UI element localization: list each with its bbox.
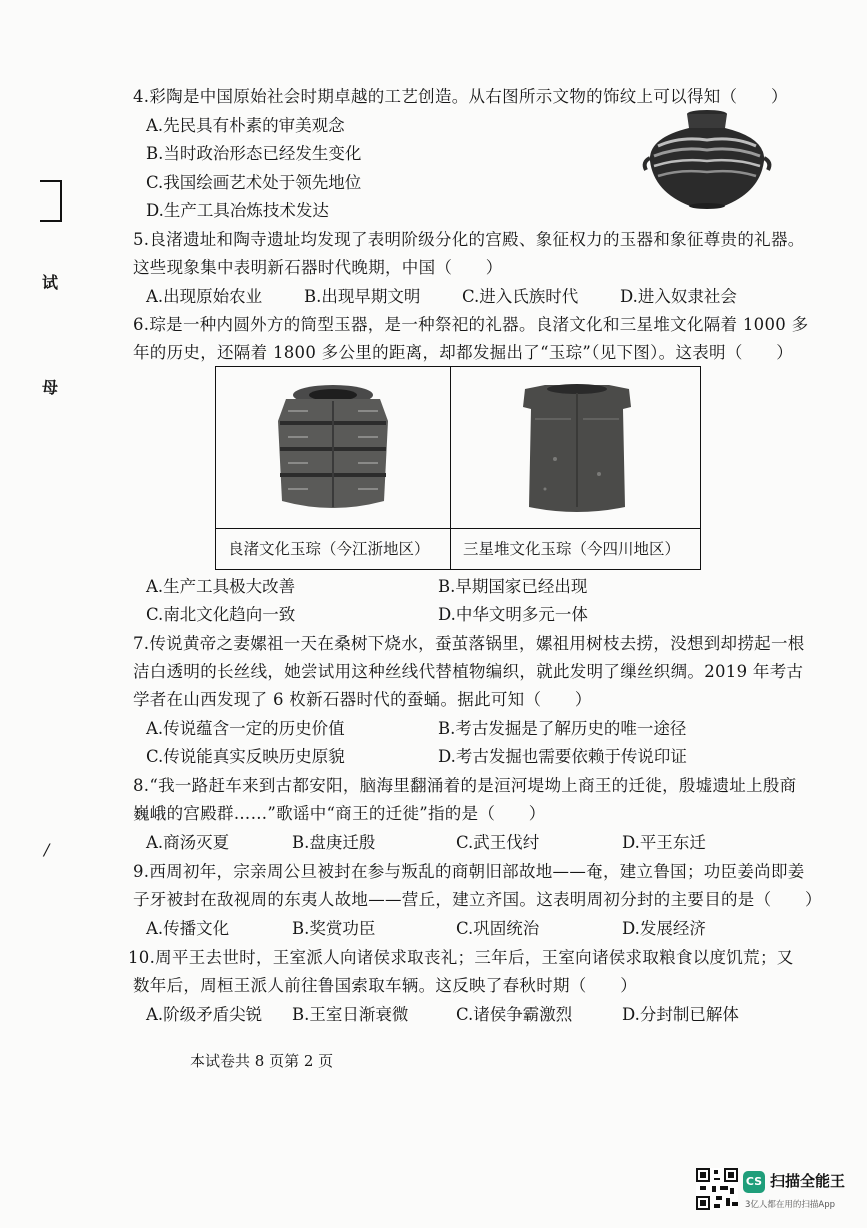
binding-bracket <box>40 180 62 222</box>
side-mark-slash: / <box>44 840 50 859</box>
q9-stem-line1: 9.西周初年，宗亲周公旦被封在参与叛乱的商朝旧部故地——奄，建立鲁国；功臣姜尚即姜 <box>133 862 805 881</box>
q10-option-a: A.阶级矛盾尖锐 <box>146 1005 263 1024</box>
liangzhu-jade-cong-image <box>268 381 398 515</box>
q7-option-c: C.传说能真实反映历史原貌 <box>146 747 345 766</box>
q4-option-a: A.先民具有朴素的审美观念 <box>146 116 345 135</box>
q7-stem-line2: 洁白透明的长丝线，她尝试用这种丝线代替植物编织，就此发明了缫丝织绸。2019 年考古 <box>133 662 804 681</box>
q4-option-b: B.当时政治形态已经发生变化 <box>146 144 362 163</box>
q8-stem-line2: 巍峨的宫殿群……”歌谣中“商王的迁徙”指的是（ ） <box>133 804 546 823</box>
q9-option-c: C.巩固统治 <box>456 919 540 938</box>
q8-option-b: B.盘庚迁殷 <box>292 833 376 852</box>
sanxingdui-jade-cong-image <box>515 379 639 519</box>
q6-option-a: A.生产工具极大改善 <box>146 577 296 596</box>
q6-stem-line1: 6.琮是一种内圆外方的筒型玉器，是一种祭祀的礼器。良渚文化和三星堆文化隔着 1000 多 <box>133 315 809 334</box>
q10-stem-line2: 数年后，周桓王派人前往鲁国索取车辆。这反映了春秋时期（ ） <box>133 976 637 995</box>
q8-option-c: C.武王伐纣 <box>456 833 540 852</box>
liangzhu-cong-caption: 良渚文化玉琮（今江浙地区） <box>216 528 450 569</box>
camscanner-tagline: 3亿人都在用的扫描App <box>745 1200 836 1210</box>
q4-option-c: C.我国绘画艺术处于领先地位 <box>146 173 362 192</box>
q7-option-a: A.传说蕴含一定的历史价值 <box>146 719 345 738</box>
q4-stem: 4.彩陶是中国原始社会时期卓越的工艺创造。从右图所示文物的饰纹上可以得知（ ） <box>133 87 788 106</box>
q5-option-d: D.进入奴隶社会 <box>620 287 737 306</box>
q4-option-d: D.生产工具冶炼技术发达 <box>146 201 329 220</box>
q5-option-c: C.进入氏族时代 <box>462 287 579 306</box>
q9-option-a: A.传播文化 <box>146 919 230 938</box>
q6-stem-line2: 年的历史，还隔着 1800 多公里的距离，却都发掘出了“玉琮”（见下图）。这表明（ ） <box>133 343 794 362</box>
q10-stem-line1: 10.周平王去世时，王室派人向诸侯求取丧礼；三年后，王室向诸侯求取粮食以度饥荒；又 <box>128 948 794 967</box>
q5-option-b: B.出现早期文明 <box>304 287 421 306</box>
q10-option-d: D.分封制已解体 <box>622 1005 739 1024</box>
q6-option-b: B.早期国家已经出现 <box>438 577 588 596</box>
q6-option-c: C.南北文化趋向一致 <box>146 605 296 624</box>
q6-option-d: D.中华文明多元一体 <box>438 605 588 624</box>
q9-option-b: B.奖赏功臣 <box>292 919 376 938</box>
q8-option-a: A.商汤灭夏 <box>146 833 230 852</box>
side-mark-mu: 母 <box>42 378 59 397</box>
page-footer: 本试卷共 8 页第 2 页 <box>190 1052 334 1070</box>
q7-stem-line1: 7.传说黄帝之妻嫘祖一天在桑树下烧水，蚕茧落锅里，嫘祖用树枝去捞，没想到却捞起一根 <box>133 634 805 653</box>
q9-option-d: D.发展经济 <box>622 919 706 938</box>
q9-stem-line2: 子牙被封在敌视周的东夷人故地——营丘，建立齐国。这表明周初分封的主要目的是（ ） <box>133 890 822 909</box>
liangzhu-cong-cell <box>216 367 451 569</box>
q7-option-d: D.考古发掘也需要依赖于传说印证 <box>438 747 687 766</box>
q5-option-a: A.出现原始农业 <box>146 287 263 306</box>
qr-code-icon <box>696 1168 738 1210</box>
q7-option-b: B.考古发掘是了解历史的唯一途径 <box>438 719 687 738</box>
q8-option-d: D.平王东迁 <box>622 833 706 852</box>
camscanner-name: 扫描全能王 <box>770 1172 846 1190</box>
camscanner-logo: CS <box>743 1171 765 1193</box>
sanxingdui-cong-caption: 三星堆文化玉琮（今四川地区） <box>451 528 700 569</box>
q5-stem-line2: 这些现象集中表明新石器时代晚期，中国（ ） <box>133 258 503 277</box>
painted-pottery-image <box>640 106 775 212</box>
sanxingdui-cong-cell <box>451 367 700 569</box>
side-mark-shi: 试 <box>42 273 59 292</box>
q10-option-b: B.王室日渐衰微 <box>292 1005 409 1024</box>
q10-option-c: C.诸侯争霸激烈 <box>456 1005 573 1024</box>
q5-stem-line1: 5.良渚遗址和陶寺遗址均发现了表明阶级分化的宫殿、象征权力的玉器和象征尊贵的礼器。 <box>133 230 805 249</box>
jade-cong-figure-table <box>215 366 701 570</box>
q8-stem-line1: 8.“我一路赶车来到古都安阳，脑海里翻涌着的是洹河堤坳上商王的迁徙，殷墟遗址上殷商 <box>133 776 797 795</box>
q7-stem-line3: 学者在山西发现了 6 枚新石器时代的蚕蛹。据此可知（ ） <box>133 690 592 709</box>
